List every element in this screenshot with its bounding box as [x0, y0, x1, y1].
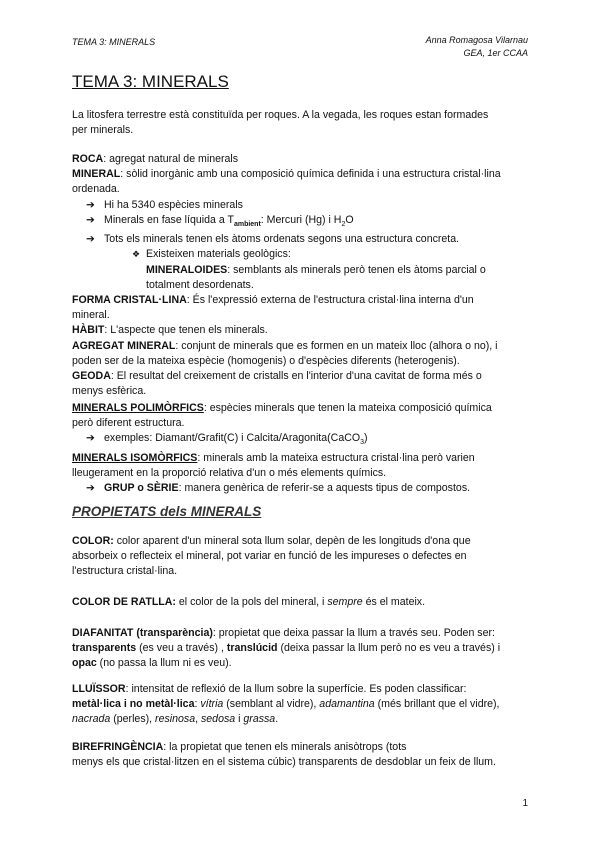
arrow-right-icon: ➔ — [86, 482, 95, 495]
def-polimorfics: MINERALS POLIMÒRFICS: espècies minerals que tenen la mateixa composició química — [72, 402, 492, 414]
definitions-block: ROCA: agregat natural de minerals MINERAL: sòlid inorgànic amb una composició química definida i una estructura cristal·lina ordenada. ➔ Hi ha 5340 espècies minerals ➔ Minerals en fase líquida a $T_{ambient}$: Mercuri (Hg) i $H_2O$ ➔ Tots els minerals tenen els àtoms ordenats segons una estructura concreta. ❖ Existeixen materials geològics: MINERALOIDES: semblants als minerals però tenen els àtoms parcial o totalment desordenats. FORMA CRISTAL·LINA: És l'expressió externa de l'estructura cristal·lina interna d'un mineral. HÀBIT: L'aspecte que tenen els minerals. AGREGAT MINERAL: conjunt de minerals que es formen en un mateix lloc (alhora o no), i poden ser de la mateixa espècie (homogenis) o d'espècies diferents (heterogenis). GEODA: El resultat del creixement de cristalls en l'interior d'una cavitat de forma més o menys esfèrica. — [72, 152, 530, 399]
arrow-right-icon: ➔ — [86, 432, 95, 445]
section-title: PROPIETATS dels MINERALS — [72, 504, 262, 519]
list-item: ➔ exemples: Diamant/Grafit(C) i Calcita/Aragonita(CaCO$_3$) — [86, 432, 368, 447]
header-right — [426, 34, 528, 60]
header-left: TEMA 3: MINERALS — [72, 37, 156, 47]
prop-color: COLOR: color aparent d'un mineral sota llum solar, depèn de les longituds d'ona que absorbeix o reflecteix el mineral, pot variar en funció de les impureses o defectes en l'estructura cristal·lina. — [72, 535, 471, 578]
term: BIREFRINGÈNCIA — [72, 741, 164, 753]
term: DIAFANITAT (transparència) — [72, 627, 213, 639]
term: ROCA — [72, 153, 104, 165]
diamond-bullet-icon: ❖ — [132, 249, 141, 260]
list-item: ➔ GRUP o SÈRIE: manera genèrica de referir-se a aquests tipus de compostos. — [72, 481, 530, 496]
term: HÀBIT — [72, 324, 105, 337]
term: MINERALOIDES — [146, 263, 228, 276]
polymorph-block: MINERALS POLIMÒRFICS: espècies minerals que tenen la mateixa composició química però diferent estructura. ➔ exemples: Diamant/Grafit(C) i Calcita/Aragonita(CaCO$_3$) MINERALS ISOMÒRFICS: minerals amb la mateixa estructura cristal·lina però varien lleugerament en la proporció relativa d'un o més elements químics. ➔ GRUP o SÈRIE: manera genèrica de referir-se a aquests tipus de compostos. — [72, 401, 530, 496]
page-number: 1 — [522, 798, 528, 809]
list-item: ➔ Tots els minerals tenen els àtoms ordenats segons una estructura concreta. — [72, 232, 530, 247]
term: AGREGAT MINERAL — [72, 339, 176, 352]
term: MINERALS POLIMÒRFICS — [72, 402, 204, 414]
prop-birefringencia: BIREFRINGÈNCIA: la propietat que tenen els minerals anisòtrops (tots menys els que cristal·litzen en el sistema cúbic) transparents de desdoblar un feix de llum. — [72, 741, 496, 769]
term: GEODA — [72, 369, 111, 382]
header-course: GEA, 1er CCAA — [463, 48, 528, 58]
arrow-right-icon: ➔ — [86, 213, 95, 226]
term: MINERAL — [72, 168, 121, 181]
term: LLUÏSSOR — [72, 683, 126, 695]
term: GRUP o SÈRIE — [104, 482, 179, 495]
def-habit: HÀBIT: L'aspecte que tenen els minerals. — [72, 324, 268, 337]
def-mineral: MINERAL: sòlid inorgànic amb una composició química definida i una estructura cristal·lina — [72, 168, 501, 181]
def-forma: FORMA CRISTAL·LINA: És l'expressió externa de l'estructura cristal·lina interna d'un — [72, 293, 474, 306]
header-author: Anna Romagosa Vilarnau — [425, 35, 528, 45]
arrow-right-icon: ➔ — [86, 198, 95, 211]
page-title: TEMA 3: MINERALS — [72, 72, 229, 91]
prop-lluissor: LLUÏSSOR: intensitat de reflexió de la llum sobre la superfície. Es poden classificar: metàl·lica i no metàl·lica: vítria (semblant al vidre), adamantina (més brillant que el vidre), nacrada (perles), resinosa, sedosa i grassa. — [72, 683, 500, 726]
term: COLOR: — [72, 535, 114, 547]
term: COLOR DE RATLLA: — [72, 596, 176, 608]
def-isomorfics: MINERALS ISOMÒRFICS: minerals amb la mateixa estructura cristal·lina però varien — [72, 451, 475, 464]
prop-ratlla: COLOR DE RATLLA: el color de la pols del mineral, i sempre és el mateix. — [72, 596, 426, 608]
term: FORMA CRISTAL·LINA — [72, 293, 187, 306]
def-roca: ROCA: agregat natural de minerals — [72, 153, 239, 165]
def-agregat: AGREGAT MINERAL: conjunt de minerals que es formen en un mateix lloc (alhora o no), i — [72, 339, 498, 352]
intro-paragraph — [72, 108, 530, 138]
list-item: ➔ Minerals en fase líquida a $T_{ambient}$: Mercuri (Hg) i $H_2O$ — [86, 213, 354, 228]
prop-diafanitat: DIAFANITAT (transparència): propietat que deixa passar la llum a través seu. Poden ser: transparents (es veu a través) , translúcid (deixa passar la llum però no es veu a través) i opac (no passa la llum ni es veu). — [72, 627, 501, 670]
def-geoda: GEODA: El resultat del creixement de cristalls en l'interior d'una cavitat de forma més o — [72, 369, 482, 382]
intro-line: per minerals. — [72, 124, 134, 137]
intro-line: La litosfera terrestre està constituïda per roques. A la vegada, les roques estan formades — [72, 109, 489, 121]
list-item: ❖ Existeixen materials geològics: — [72, 247, 530, 262]
list-item: ➔ Hi ha 5340 espècies minerals — [72, 198, 530, 213]
def-mineraloides: MINERALOIDES: semblants als minerals però tenen els àtoms parcial o — [146, 263, 486, 276]
term: MINERALS ISOMÒRFICS — [72, 451, 198, 464]
arrow-right-icon: ➔ — [86, 233, 95, 246]
